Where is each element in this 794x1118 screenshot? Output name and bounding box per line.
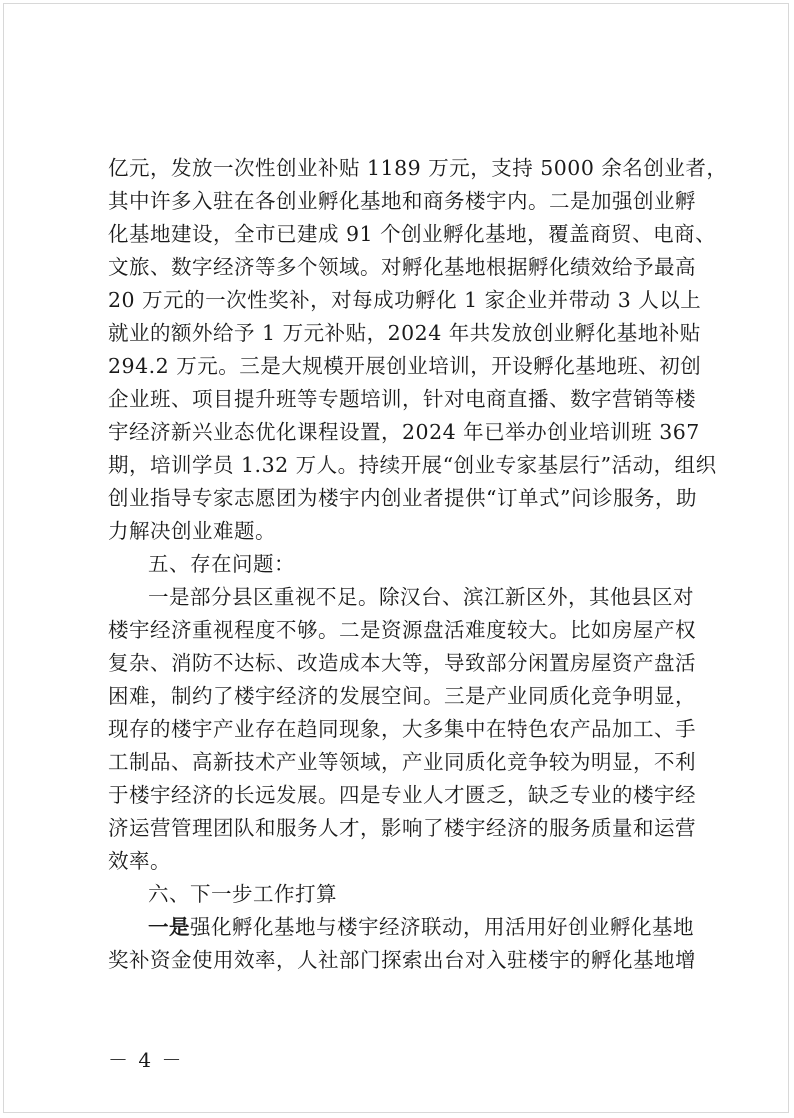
body-line: 化基地建设，全市已建成 91 个创业孵化基地，覆盖商贸、电商、 (108, 222, 717, 246)
body-line: 复杂、消防不达标、改造成本大等，导致部分闲置房屋资产盘活 (108, 651, 696, 675)
body-line: 奖补资金使用效率，人社部门探索出台对入驻楼宇的孵化基地增 (108, 948, 696, 972)
body-line: 于楼宇经济的长远发展。四是专业人才匮乏，缺乏专业的楼宇经 (108, 783, 696, 807)
body-line: 困难，制约了楼宇经济的发展空间。三是产业同质化竞争明显， (108, 684, 696, 708)
body-line: 济运营管理团队和服务人才，影响了楼宇经济的服务质量和运营 (108, 816, 696, 840)
body-line: 现存的楼宇产业存在趋同现象，大多集中在特色农产品加工、手 (108, 717, 696, 741)
body-line: 力解决创业难题。 (108, 519, 276, 543)
section-heading: 五、存在问题： (148, 552, 295, 576)
body-line: 企业班、项目提升班等专题培训，针对电商直播、数字营销等楼 (108, 387, 696, 411)
page-number: － 4 － (108, 1048, 184, 1072)
body-line: 一是部分县区重视不足。除汉台、滨江新区外，其他县区对 (148, 585, 694, 609)
body-line: 20 万元的一次性奖补，对每成功孵化 1 家企业并带动 3 人以上 (108, 288, 702, 312)
body-line: 宇经济新兴业态优化课程设置，2024 年已举办创业培训班 367 (108, 420, 700, 444)
body-line: 文旅、数字经济等多个领域。对孵化基地根据孵化绩效给予最高 (108, 255, 696, 279)
body-line: 楼宇经济重视程度不够。二是资源盘活难度较大。比如房屋产权 (108, 618, 696, 642)
body-line: 工制品、高新技术产业等领域，产业同质化竞争较为明显，不利 (108, 750, 696, 774)
body-line: 其中许多入驻在各创业孵化基地和商务楼宇内。二是加强创业孵 (108, 189, 696, 213)
section-heading: 六、下一步工作打算 (148, 882, 337, 906)
body-line: 亿元，发放一次性创业补贴 1189 万元，支持 5000 余名创业者， (108, 156, 728, 180)
bold-lead-text: 一是 (148, 915, 190, 939)
body-text: 强化孵化基地与楼宇经济联动，用活用好创业孵化基地 (190, 915, 694, 939)
body-line (148, 913, 692, 943)
body-line: 期，培训学员 1.32 万人。持续开展“创业专家基层行”活动，组织 (108, 453, 717, 477)
body-line: 创业指导专家志愿团为楼宇内创业者提供“订单式”问诊服务，助 (108, 486, 697, 510)
body-line: 294.2 万元。三是大规模开展创业培训，开设孵化基地班、初创 (108, 354, 702, 378)
body-line: 就业的额外给予 1 万元补贴，2024 年共发放创业孵化基地补贴 (108, 321, 701, 345)
body-line: 效率。 (108, 849, 171, 873)
